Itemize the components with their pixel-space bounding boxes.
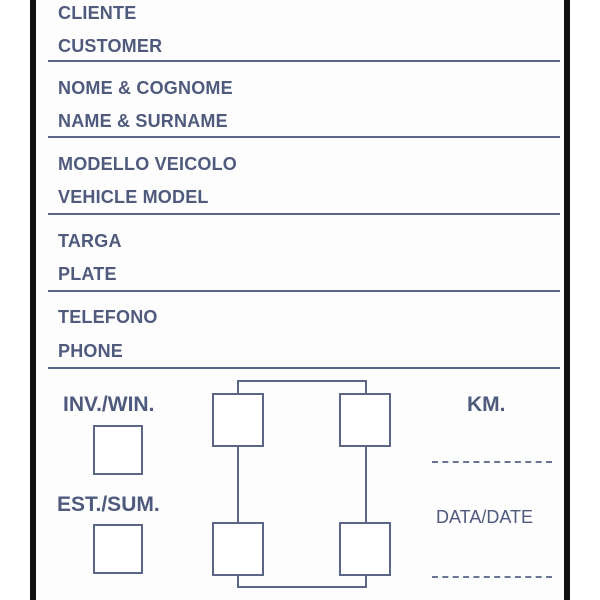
- front-right-wheel-box[interactable]: [340, 394, 390, 446]
- phone-field-line[interactable]: [48, 367, 560, 369]
- km-label: KM.: [467, 393, 506, 416]
- winter-tires-label: INV./WIN.: [63, 393, 155, 416]
- vehicle-model-label-en: VEHICLE MODEL: [58, 187, 209, 207]
- plate-label-en: PLATE: [58, 264, 117, 284]
- date-entry-line[interactable]: [432, 576, 552, 578]
- name-label-en: NAME & SURNAME: [58, 111, 228, 131]
- front-left-wheel-box[interactable]: [213, 394, 263, 446]
- customer-label-en: CUSTOMER: [58, 36, 163, 56]
- vehicle-model-field-line[interactable]: [48, 213, 560, 215]
- winter-tires-checkbox[interactable]: [93, 425, 143, 475]
- card-right-edge: [564, 0, 570, 600]
- car-top-view-wheels-icon: [205, 378, 395, 590]
- vehicle-model-label-it: MODELLO VEICOLO: [58, 154, 238, 174]
- date-label: DATA/DATE: [436, 507, 534, 527]
- phone-label-it: TELEFONO: [58, 307, 158, 327]
- km-entry-line[interactable]: [432, 461, 552, 463]
- summer-tires-checkbox[interactable]: [93, 524, 143, 574]
- name-field-line[interactable]: [48, 136, 560, 138]
- phone-label-en: PHONE: [58, 341, 124, 361]
- customer-label-it: CLIENTE: [58, 3, 137, 23]
- summer-tires-label: EST./SUM.: [57, 493, 160, 516]
- rear-left-wheel-box[interactable]: [213, 523, 263, 575]
- plate-field-line[interactable]: [48, 290, 560, 292]
- plate-label-it: TARGA: [58, 231, 122, 251]
- customer-field-line[interactable]: [48, 60, 560, 62]
- rear-right-wheel-box[interactable]: [340, 523, 390, 575]
- name-label-it: NOME & COGNOME: [58, 78, 233, 98]
